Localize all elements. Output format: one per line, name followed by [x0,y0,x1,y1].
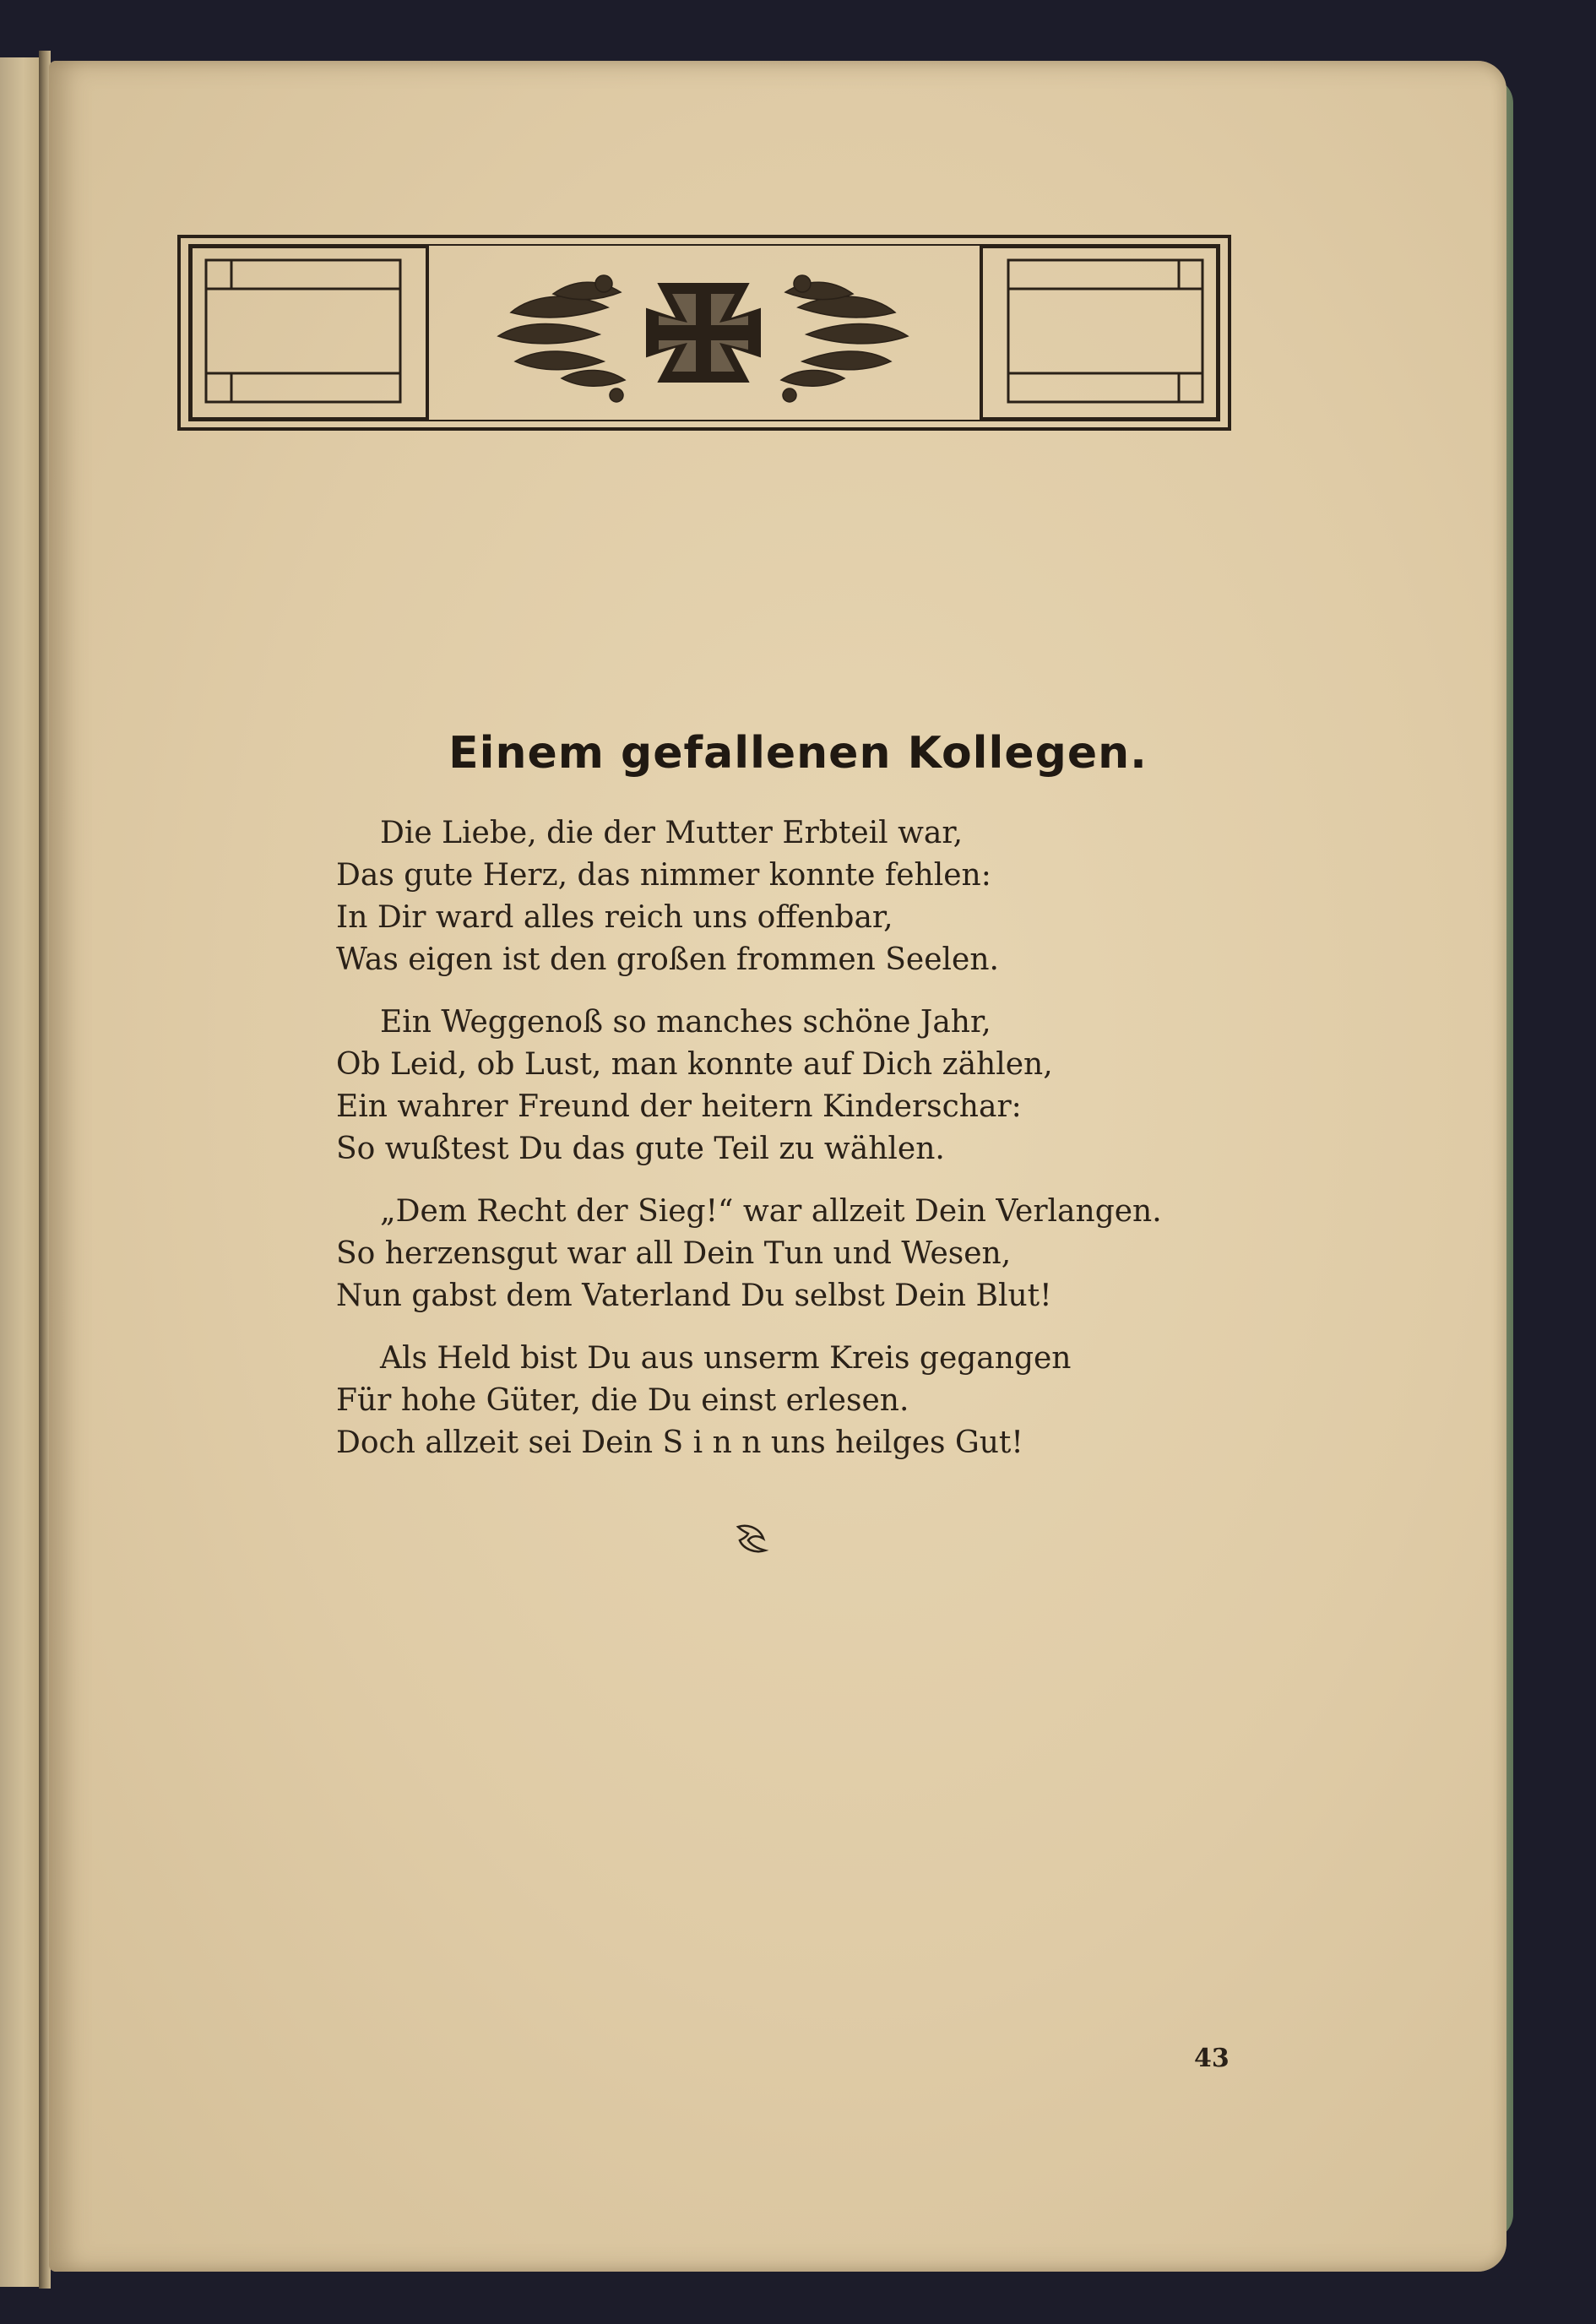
header-ornament [177,235,1231,431]
poem-line: Nun gabst dem Vaterland Du selbst Dein Blut! [336,1279,1052,1313]
stanza-1 [336,812,1223,981]
page-number: 43 [1194,2044,1230,2073]
poem-title: Einem gefallenen Kollegen. [448,728,1148,779]
end-flourish-icon [733,1520,770,1557]
poem-line: „Dem Recht der Sieg!“ war allzeit Dein Verlangen. [380,1194,1162,1229]
right-frame-box [981,247,1218,419]
poem-line: Doch allzeit sei Dein S i n n uns heilges Gut! [336,1425,1023,1460]
poem-line: Für hohe Güter, die Du einst erlesen. [336,1383,909,1418]
poem-body [336,812,1223,1485]
poem-line: So herzensgut war all Dein Tun und Wesen, [336,1236,1012,1271]
poem-line: Was eigen ist den großen frommen Seelen. [336,942,999,977]
left-frame-box [191,247,427,419]
poem-line: Als Held bist Du aus unserm Kreis gegangen [380,1341,1072,1376]
previous-page-edge [0,57,39,2287]
iron-cross-icon [647,284,760,382]
stanza-2 [336,1002,1223,1170]
poem-line: Ein wahrer Freund der heitern Kinderschar: [336,1089,1022,1124]
poem-line: So wußtest Du das gute Teil zu wählen. [336,1132,945,1166]
poem-line: In Dir ward alles reich uns offenbar, [336,900,893,935]
poem-line: Das gute Herz, das nimmer konnte fehlen: [336,858,991,893]
stanza-3 [336,1191,1223,1317]
poem-line: Ob Leid, ob Lust, man konnte auf Dich zählen, [336,1047,1053,1082]
stanza-4 [336,1338,1223,1464]
poem-line: Die Liebe, die der Mutter Erbteil war, [380,816,964,850]
poem-line: Ein Weggenoß so manches schöne Jahr, [380,1005,991,1040]
